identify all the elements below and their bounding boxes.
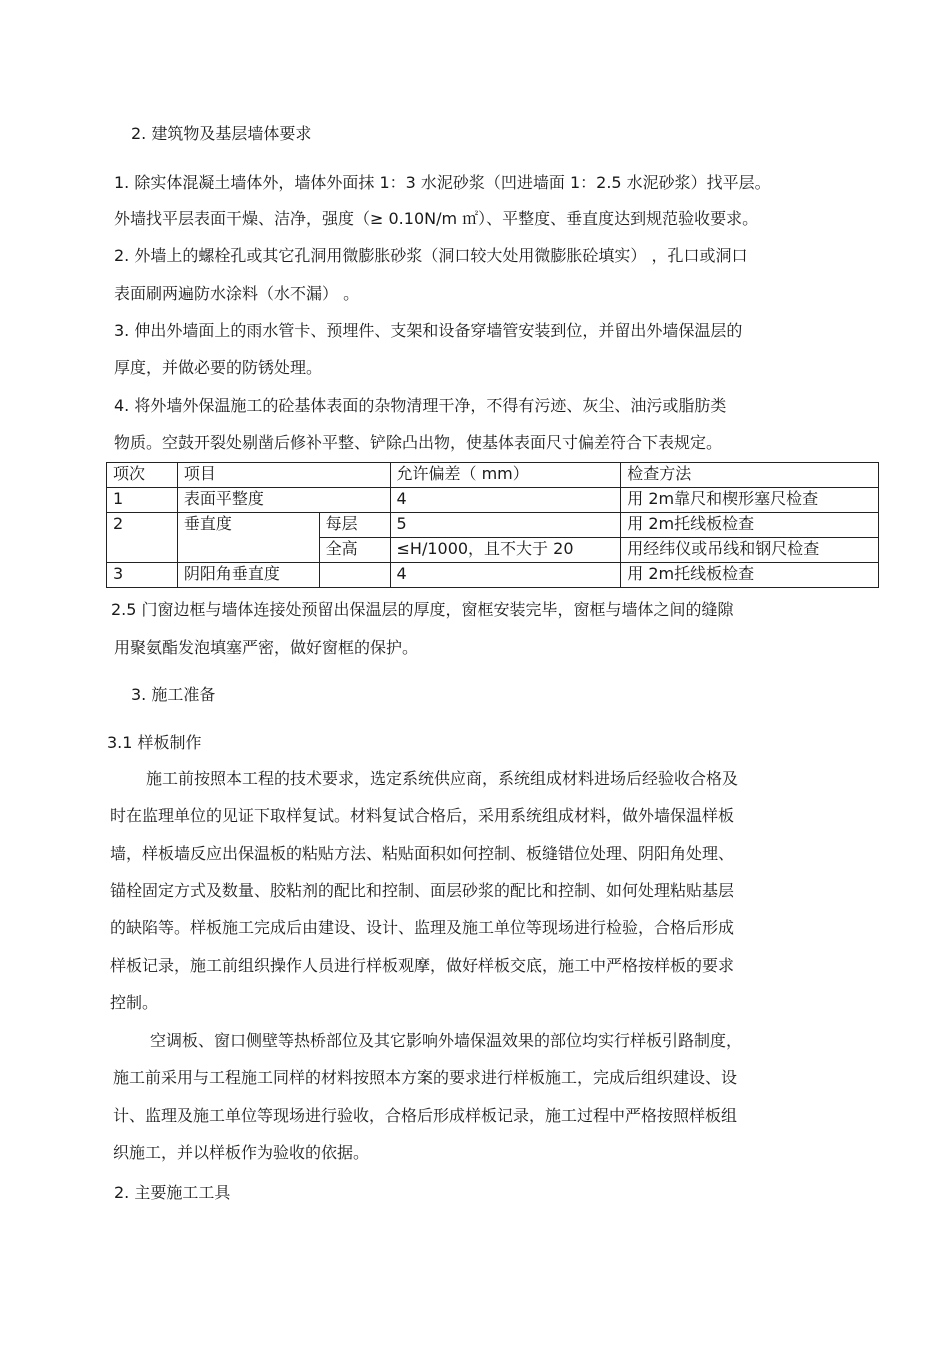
header-method: 检查方法	[621, 463, 879, 488]
requirement-line: 3. 伸出外墙面上的雨水管卡、预埋件、支架和设备穿墙管安装到位，并留出外墙保温层的	[114, 321, 743, 340]
paragraph-line: 控制。	[110, 993, 159, 1012]
requirement-line: 4. 将外墙外保温施工的砼基体表面的杂物清理干净，不得有污迹、灰尘、油污或脂肪类	[114, 396, 727, 415]
paragraph-line: 锚栓固定方式及数量、胶粘剂的配比和控制、面层砂浆的配比和控制、如何处理粘贴基层	[110, 881, 735, 900]
header-no: 项次	[107, 463, 178, 488]
cell-item: 垂直度	[177, 513, 319, 563]
paragraph-line: 时在监理单位的见证下取样复试。材料复试合格后，采用系统组成材料，做外墙保温样板	[110, 806, 735, 825]
requirement-line: 2. 外墙上的螺栓孔或其它孔洞用微膨胀砂浆（洞口较大处用微膨胀砼填实） ，孔口或洞口	[114, 246, 748, 265]
paragraph-line: 计、监理及施工单位等现场进行验收，合格后形成样板记录，施工过程中严格按照样板组	[113, 1106, 738, 1125]
requirement-line: 物质。空鼓开裂处剔凿后修补平整、铲除凸出物，使基体表面尺寸偏差符合下表规定。	[114, 433, 723, 452]
header-item: 项目	[177, 463, 390, 488]
cell-sub	[319, 563, 390, 588]
table-header-row	[107, 463, 879, 488]
requirement-line: 1. 除实体混凝土墙体外，墙体外面抹 1：3 水泥砂浆（凹进墙面 1：2.5 水泥砂浆）找平层。	[114, 173, 771, 192]
paragraph-line: 织施工，并以样板作为验收的依据。	[113, 1143, 370, 1162]
cell-method: 用 2m靠尺和楔形塞尺检查	[621, 488, 879, 513]
requirement-line: 厚度，并做必要的防锈处理。	[114, 358, 323, 377]
paragraph-line: 空调板、窗口侧壁等热桥部位及其它影响外墙保温效果的部位均实行样板引路制度，	[150, 1031, 743, 1050]
window-frame-line: 用聚氨酯发泡填塞严密，做好窗框的保护。	[114, 638, 419, 657]
cell-no: 3	[107, 563, 178, 588]
cell-method: 用 2m托线板检查	[621, 563, 879, 588]
requirement-line: 外墙找平层表面干燥、洁净，强度（≥ 0.10N/m ㎡）、平整度、垂直度达到规范验收要求。	[114, 209, 759, 228]
cell-method: 用 2m托线板检查	[621, 513, 879, 538]
tolerance-table	[106, 462, 879, 588]
cell-item: 表面平整度	[177, 488, 390, 513]
cell-sub: 全高	[319, 538, 390, 563]
window-frame-line: 2.5 门窗边框与墙体连接处预留出保温层的厚度，窗框安装完毕，窗框与墙体之间的缝隙	[111, 600, 734, 619]
section-tools-title: 2. 主要施工工具	[114, 1183, 231, 1202]
table-row	[107, 563, 879, 588]
table-row	[107, 488, 879, 513]
paragraph-line: 样板记录，施工前组织操作人员进行样板观摩，做好样板交底，施工中严格按样板的要求	[110, 956, 735, 975]
cell-tolerance: 4	[390, 563, 621, 588]
paragraph-line: 施工前采用与工程施工同样的材料按照本方案的要求进行样板施工，完成后组织建设、设	[113, 1068, 738, 1087]
cell-method: 用经纬仪或吊线和钢尺检查	[621, 538, 879, 563]
cell-sub: 每层	[319, 513, 390, 538]
cell-no: 1	[107, 488, 178, 513]
paragraph-line: 的缺陷等。样板施工完成后由建设、设计、监理及施工单位等现场进行检验，合格后形成	[110, 918, 735, 937]
section-3-title: 3. 施工准备	[131, 685, 216, 704]
section-2-title: 2. 建筑物及基层墙体要求	[131, 124, 312, 143]
cell-tolerance: 5	[390, 513, 621, 538]
cell-no: 2	[107, 513, 178, 563]
section-3-1-title: 3.1 样板制作	[107, 733, 202, 752]
cell-tolerance: ≤H/1000，且不大于 20	[390, 538, 621, 563]
paragraph-line: 墙，样板墙反应出保温板的粘贴方法、粘贴面积如何控制、板缝错位处理、阴阳角处理、	[110, 844, 735, 863]
header-tolerance: 允许偏差（ mm）	[390, 463, 621, 488]
cell-item: 阴阳角垂直度	[177, 563, 319, 588]
requirement-line: 表面刷两遍防水涂料（水不漏） 。	[114, 284, 360, 303]
cell-tolerance: 4	[390, 488, 621, 513]
paragraph-line: 施工前按照本工程的技术要求，选定系统供应商，系统组成材料进场后经验收合格及	[146, 769, 739, 788]
table-row	[107, 513, 879, 538]
